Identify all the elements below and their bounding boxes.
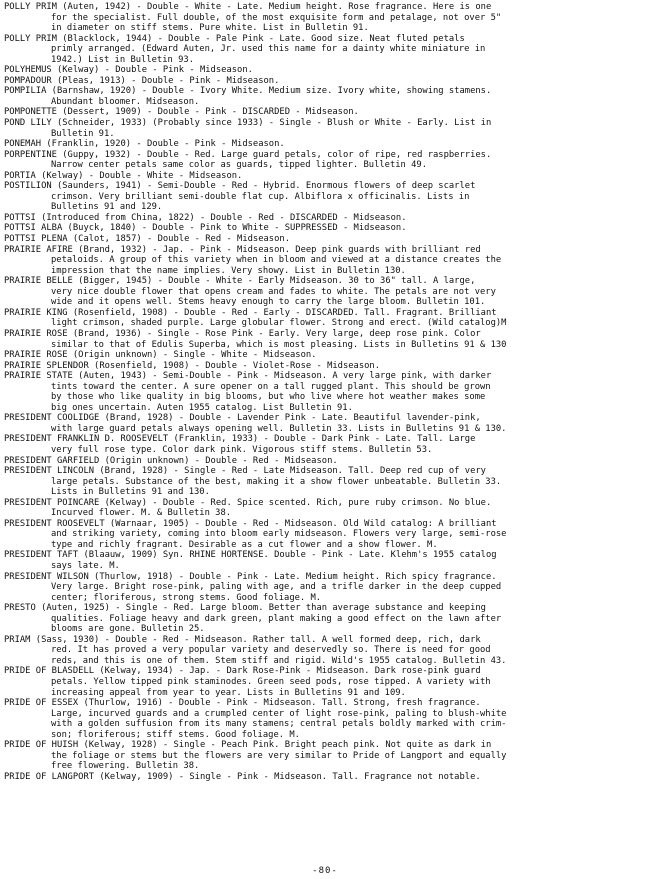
peony-entry — [4, 371, 646, 413]
entry-continuation-line: Bulletins 91 and 129. — [51, 202, 163, 213]
entry-continuation-line: center; floriferous, strong stems. Good foliage. M. — [51, 592, 322, 603]
entry-heading-line: POSTILION (Saunders, 1941) - Semi-Double - Red - Hybrid. Enormous flowers of deep scarlet — [4, 181, 476, 192]
peony-entry — [4, 2, 646, 34]
entry-heading-line: PORPENTINE (Guppy, 1932) - Double - Red. Large guard petals, color of ripe, red raspberries. — [4, 149, 492, 160]
entry-continuation-line: with a golden suffusion from its many stamens; central petals boldly marked with crim- — [51, 719, 507, 730]
entry-heading-line: POTTSI PLENA (Calot, 1857) - Double - Red - Midseason. — [4, 234, 290, 245]
peony-entry — [4, 107, 646, 118]
peony-entry — [4, 350, 646, 361]
peony-entry — [4, 34, 646, 66]
peony-entry — [4, 456, 646, 467]
peony-entry — [4, 466, 646, 498]
entry-heading-line: PRIDE OF HUISH (Kelway, 1928) - Single - Peach Pink. Bright peach pink. Not quite as dark in — [4, 740, 492, 751]
entry-heading-line: POTTSI ALBA (Buyck, 1840) - Double - Pink to White - SUPPRESSED - Midseason. — [4, 223, 407, 234]
entry-heading-line: PRESIDENT LINCOLN (Brand, 1928) - Single - Red - Late Midseason. Tall. Deep red cup of very — [4, 466, 486, 477]
peony-entry — [4, 171, 646, 182]
entry-heading-line: PRIDE OF BLASDELL (Kelway, 1934) - Jap. - Dark Rose-Pink - Midseason. Dark rose-pink guard — [4, 666, 481, 677]
entry-heading-line: POMPILIA (Barnshaw, 1920) - Double - Ivory White. Medium size. Ivory white, showing stamens. — [4, 86, 492, 97]
entry-heading-line: POND LILY (Schneider, 1933) (Probably since 1933) - Single - Blush or White - Early. List in — [4, 118, 492, 129]
entry-continuation-line: says late. M. — [51, 560, 120, 571]
entry-continuation-line: the foliage or stems but the flowers are very similar to Pride of Langport and equally — [51, 750, 507, 761]
entry-continuation-line: Bulletin 91. — [51, 128, 115, 139]
peony-entry — [4, 308, 646, 329]
entry-heading-line: POMPONETTE (Dessert, 1909) - Double - Pink - DISCARDED - Midseason. — [4, 107, 359, 118]
peony-entry — [4, 666, 646, 698]
entry-continuation-line: Abundant bloomer. Midseason. — [51, 96, 200, 107]
entry-continuation-line: petals. Yellow tipped pink staminodes. Green seed pods, rose tipped. A variety with — [51, 677, 491, 687]
entry-continuation-line: 1942.) List in Bulletin 93. — [51, 54, 194, 65]
entry-heading-line: PRESIDENT GARFIELD (Origin unknown) - Double - Red - Midseason. — [4, 455, 338, 466]
peony-entry — [4, 223, 646, 234]
entry-heading-line: PRAIRIE ROSE (Brand, 1936) - Single - Rose Pink - Early. Very large, deep rose pink. Color — [4, 328, 481, 339]
entry-heading-line: POTTSI (Introduced from China, 1822) - Double - Red - DISCARDED - Midseason. — [4, 212, 407, 223]
peony-entry — [4, 635, 646, 667]
peony-entry — [4, 519, 646, 551]
entry-continuation-line: similar to that of Edulis Superba, which is most pleasing. Lists in Bulletins 91 & 130 — [51, 339, 507, 350]
entry-heading-line: PONEMAH (Franklin, 1920) - Double - Pink - Midseason. — [4, 139, 285, 150]
entry-heading-line: PRAIRIE AFIRE (Brand, 1932) - Jap. - Pink - Midseason. Deep pink guards with brilliant red — [4, 244, 481, 255]
entry-continuation-line: impression that the name implies. Very showy. List in Bulletin 130. — [51, 265, 406, 276]
page-number: -80- — [312, 866, 338, 876]
entry-continuation-line: qualities. Foliage heavy and dark green, plant making a good effect on the lawn after — [51, 613, 502, 624]
entry-heading-line: POLLY PRIM (Auten, 1942) - Double - White - Late. Medium height. Rose fragrance. Here is one — [4, 2, 492, 12]
peony-entry — [4, 118, 646, 139]
entry-continuation-line: blooms are gone. Bulletin 25. — [51, 624, 205, 635]
entry-heading-line: POMPADOUR (Pleas, 1913) - Double - Pink - Midseason. — [4, 75, 280, 86]
entry-continuation-line: red. It has proved a very popular variety and deservedly so. There is need for good — [51, 645, 491, 656]
entry-continuation-line: very nice double flower that opens cream and fades to white. The petals are not very — [51, 286, 496, 297]
peony-entry — [4, 150, 646, 171]
entry-continuation-line: petaloids. A group of this variety when in bloom and viewed at a distance creates the — [51, 255, 502, 266]
entry-continuation-line: in diameter on stiff stems. Pure white. List in Bulletin 91. — [51, 23, 369, 34]
entry-continuation-line: type and richly fragrant. Desirable as a cut flower and a show flower. M. — [51, 539, 438, 550]
peony-entry — [4, 181, 646, 213]
entry-continuation-line: crimson. Very brilliant semi-double flat cup. Albiflora x officinalis. Lists in — [51, 191, 470, 202]
entry-heading-line: PRAIRIE SPLENDOR (Rosenfield, 1908) - Double - Violet-Rose - Midseason. — [4, 360, 381, 371]
entry-heading-line: PRIDE OF LANGPORT (Kelway, 1909) - Single - Pink - Midseason. Tall. Fragrance not notable. — [4, 771, 481, 782]
entry-continuation-line: light crimson, shaded purple. Large globular flower. Strong and erect. (Wild catalog)M — [51, 318, 507, 329]
peony-entry — [4, 276, 646, 308]
entry-continuation-line: tints toward the center. A sure opener on a tall rugged plant. This should be grown — [51, 381, 491, 392]
peony-entry — [4, 498, 646, 519]
entry-heading-line: PRESIDENT FRANKLIN D. ROOSEVELT (Franklin, 1933) - Double - Dark Pink - Late. Tall. Large — [4, 434, 476, 445]
peony-entry — [4, 434, 646, 455]
peony-entry — [4, 413, 646, 434]
entry-continuation-line: free flowering. Bulletin 38. — [51, 761, 200, 772]
entry-heading-line: PRESIDENT TAFT (Blaauw, 1909) Syn. RHINE HORTENSE. Double - Pink - Late. Klehm's 1955 catalog — [4, 550, 497, 561]
entry-heading-line: PRAIRIE ROSE (Origin unknown) - Single - White - Midseason. — [4, 350, 317, 361]
peony-entry — [4, 234, 646, 245]
peony-entry — [4, 65, 646, 76]
entry-heading-line: POLYHEMUS (Kelway) - Double - Pink - Midseason. — [4, 65, 253, 76]
peony-entry — [4, 245, 646, 277]
peony-entry — [4, 698, 646, 740]
document-page — [4, 2, 646, 782]
peony-entry — [4, 772, 646, 783]
peony-entry — [4, 603, 646, 635]
peony-entry — [4, 572, 646, 604]
entry-heading-line: PRESIDENT POINCARE (Kelway) - Double - Red. Spice scented. Rich, pure ruby crimson. No blue. — [4, 497, 492, 508]
entry-heading-line: PRESIDENT COOLIDGE (Brand, 1928) - Double - Lavender Pink - Late. Beautiful lavender-pink, — [4, 413, 481, 424]
entry-heading-line: POLLY PRIM (Blacklock, 1944) - Double - Pale Pink - Late. Good size. Neat fluted petals — [4, 33, 465, 44]
entry-continuation-line: son; floriferous; stiff stems. Good foliage. M. — [51, 729, 300, 740]
entry-heading-line: PRESIDENT WILSON (Thurlow, 1918) - Double - Pink - Late. Medium height. Rich spicy fragrance. — [4, 571, 497, 582]
entry-heading-line: PRAIRIE BELLE (Bigger, 1945) - Double - White - Early Midseason. 30 to 36" tall. A large, — [4, 276, 476, 287]
entry-continuation-line: big ones uncertain. Auten 1955 catalog. List Bulletin 91. — [51, 402, 353, 413]
peony-entry — [4, 139, 646, 150]
peony-entry — [4, 550, 646, 571]
entry-continuation-line: reds, and this is one of them. Stem stiff and rigid. Wild's 1955 catalog. Bulletin 43. — [51, 655, 507, 666]
entry-continuation-line: for the specialist. Full double, of the most exquisite form and petalage, not over 5" — [51, 12, 502, 23]
entry-continuation-line: increasing appeal from year to year. Lists in Bulletins 91 and 109. — [51, 687, 406, 698]
entry-continuation-line: Narrow center petals same color as guards, tipped lighter. Bulletin 49. — [51, 160, 428, 171]
peony-entry — [4, 76, 646, 87]
entry-continuation-line: with large guard petals always opening well. Bulletin 33. Lists in Bulletins 91 & 130. — [51, 423, 507, 434]
entry-continuation-line: by those who like quality in big blooms, but who live where hot weather makes some — [51, 392, 486, 403]
entry-heading-line: PRIDE OF ESSEX (Thurlow, 1916) - Double - Pink - Midseason. Tall. Strong, fresh fragrance. — [4, 698, 481, 709]
peony-entry — [4, 213, 646, 224]
entry-heading-line: PRESIDENT ROOSEVELT (Warnaar, 1905) - Double - Red - Midseason. Old Wild catalog: A brilliant — [4, 518, 497, 529]
entry-continuation-line: Very large. Bright rose-pink, paling with age, and a trifle darker in the deep cupped — [51, 582, 502, 593]
entry-continuation-line: Incurved flower. M. & Bulletin 38. — [51, 508, 232, 519]
entry-continuation-line: wide and it opens well. Stems heavy enough to carry the large bloom. Bulletin 101. — [51, 297, 486, 308]
entry-heading-line: PRIAM (Sass, 1930) - Double - Red - Midseason. Rather tall. A well formed deep, rich, dark — [4, 634, 481, 645]
entry-continuation-line: Lists in Bulletins 91 and 130. — [51, 487, 210, 498]
peony-entry — [4, 86, 646, 107]
entry-heading-line: PRESTO (Auten, 1925) - Single - Red. Large bloom. Better than average substance and keeping — [4, 603, 486, 614]
peony-entry — [4, 361, 646, 372]
entry-heading-line: PRAIRIE STATE (Auten, 1943) - Semi-Double - Pink - Midseason. A very large pink, with darker — [4, 371, 492, 382]
entry-continuation-line: Large, incurved guards and a crumpled center of light rose-pink, paling to blush-white — [51, 708, 507, 719]
peony-entry — [4, 740, 646, 772]
entry-continuation-line: primly arranged. (Edward Auten, Jr. used this name for a dainty white miniature in — [51, 44, 486, 55]
entry-continuation-line: very full rose type. Color dark pink. Vigorous stiff stems. Bulletin 53. — [51, 444, 433, 455]
entry-continuation-line: large petals. Substance of the best, making it a show flower unbeatable. Bulletin 33. — [51, 476, 502, 487]
entry-heading-line: PRAIRIE KING (Rosenfield, 1908) - Double - Red - Early - DISCARDED. Tall. Fragrant. Brilliant — [4, 307, 497, 318]
entry-continuation-line: and striking variety, coming into bloom early midseason. Flowers very large, semi-rose — [51, 529, 507, 540]
entry-heading-line: PORTIA (Kelway) - Double - White - Midseason. — [4, 170, 243, 181]
peony-entry — [4, 329, 646, 350]
